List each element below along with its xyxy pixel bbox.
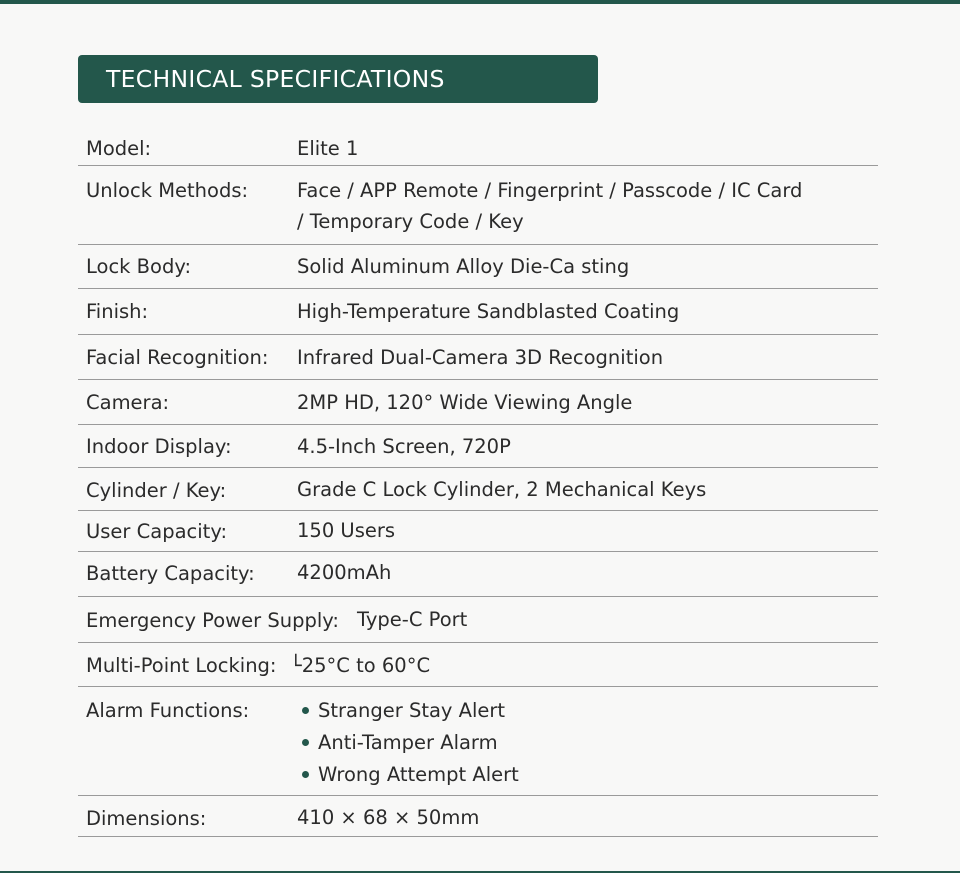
spec-value: High-Temperature Sandblasted Coating: [297, 300, 680, 323]
spec-label: Cylinder / Key:: [86, 479, 227, 502]
spec-row-battery-capacity: [78, 552, 878, 597]
spec-row-multi-point-locking: [78, 643, 878, 687]
top-accent-bar: [0, 0, 960, 4]
list-item-text: Stranger Stay Alert: [318, 698, 506, 722]
spec-row-dimensions: [78, 796, 878, 837]
spec-label: User Capacity:: [86, 520, 228, 543]
list-item: [297, 726, 519, 758]
spec-label: Finish:: [86, 300, 149, 323]
spec-row-facial-recognition: [78, 335, 878, 380]
section-header-banner: [78, 55, 598, 103]
spec-value: Infrared Dual-Camera 3D Recognition: [297, 346, 664, 369]
bullet-dot-icon: [302, 707, 309, 714]
bullet-dot-icon: [302, 739, 309, 746]
list-item-text: Wrong Attempt Alert: [318, 762, 519, 786]
spec-value: Solid Aluminum Alloy Die-Ca sting: [297, 255, 630, 278]
spec-row-model: [78, 128, 878, 166]
spec-value: Elite 1: [297, 137, 359, 160]
spec-row-emergency-power: [78, 597, 878, 643]
list-item-text: Anti-Tamper Alarm: [318, 730, 498, 754]
spec-row-camera: [78, 380, 878, 425]
bullet-dot-icon: [302, 771, 309, 778]
spec-row-indoor-display: [78, 425, 878, 468]
spec-label: Model:: [86, 137, 152, 160]
spec-label: Dimensions:: [86, 807, 207, 830]
list-item: [297, 694, 519, 726]
spec-label: Alarm Functions:: [86, 699, 250, 722]
spec-label: Emergency Power Supply:: [86, 609, 339, 632]
spec-value: └25°C to 60°C: [290, 654, 431, 677]
spec-value: 4200mAh: [297, 561, 392, 584]
spec-value: Type-C Port: [357, 608, 468, 631]
spec-row-lock-body: [78, 245, 878, 289]
spec-row-user-capacity: [78, 511, 878, 552]
spec-label: Unlock Methods:: [86, 179, 249, 202]
spec-label: Camera:: [86, 391, 170, 414]
spec-value: 410 × 68 × 50mm: [297, 806, 480, 829]
spec-row-alarm-functions: [78, 687, 878, 796]
spec-label: Facial Recognition:: [86, 346, 269, 369]
spec-row-cylinder-key: [78, 468, 878, 511]
spec-label: Indoor Display:: [86, 435, 232, 458]
spec-row-finish: [78, 289, 878, 335]
spec-value-line: / Temporary Code / Key: [297, 210, 524, 233]
spec-value: 150 Users: [297, 519, 396, 542]
spec-value: [297, 175, 802, 237]
spec-value: 4.5-Inch Screen, 720P: [297, 435, 511, 458]
spec-label: Multi-Point Locking:: [86, 654, 277, 677]
spec-row-unlock-methods: [78, 166, 878, 245]
spec-label: Lock Body:: [86, 255, 192, 278]
spec-label: Battery Capacity:: [86, 562, 255, 585]
spec-value: 2MP HD, 120° Wide Viewing Angle: [297, 391, 633, 414]
spec-value: Grade C Lock Cylinder, 2 Mechanical Keys: [297, 478, 707, 501]
list-item: [297, 758, 519, 790]
section-title: TECHNICAL SPECIFICATIONS: [106, 65, 445, 93]
alarm-functions-list: [297, 694, 519, 790]
spec-value-line: Face / APP Remote / Fingerprint / Passcode / IC Card: [297, 179, 803, 202]
